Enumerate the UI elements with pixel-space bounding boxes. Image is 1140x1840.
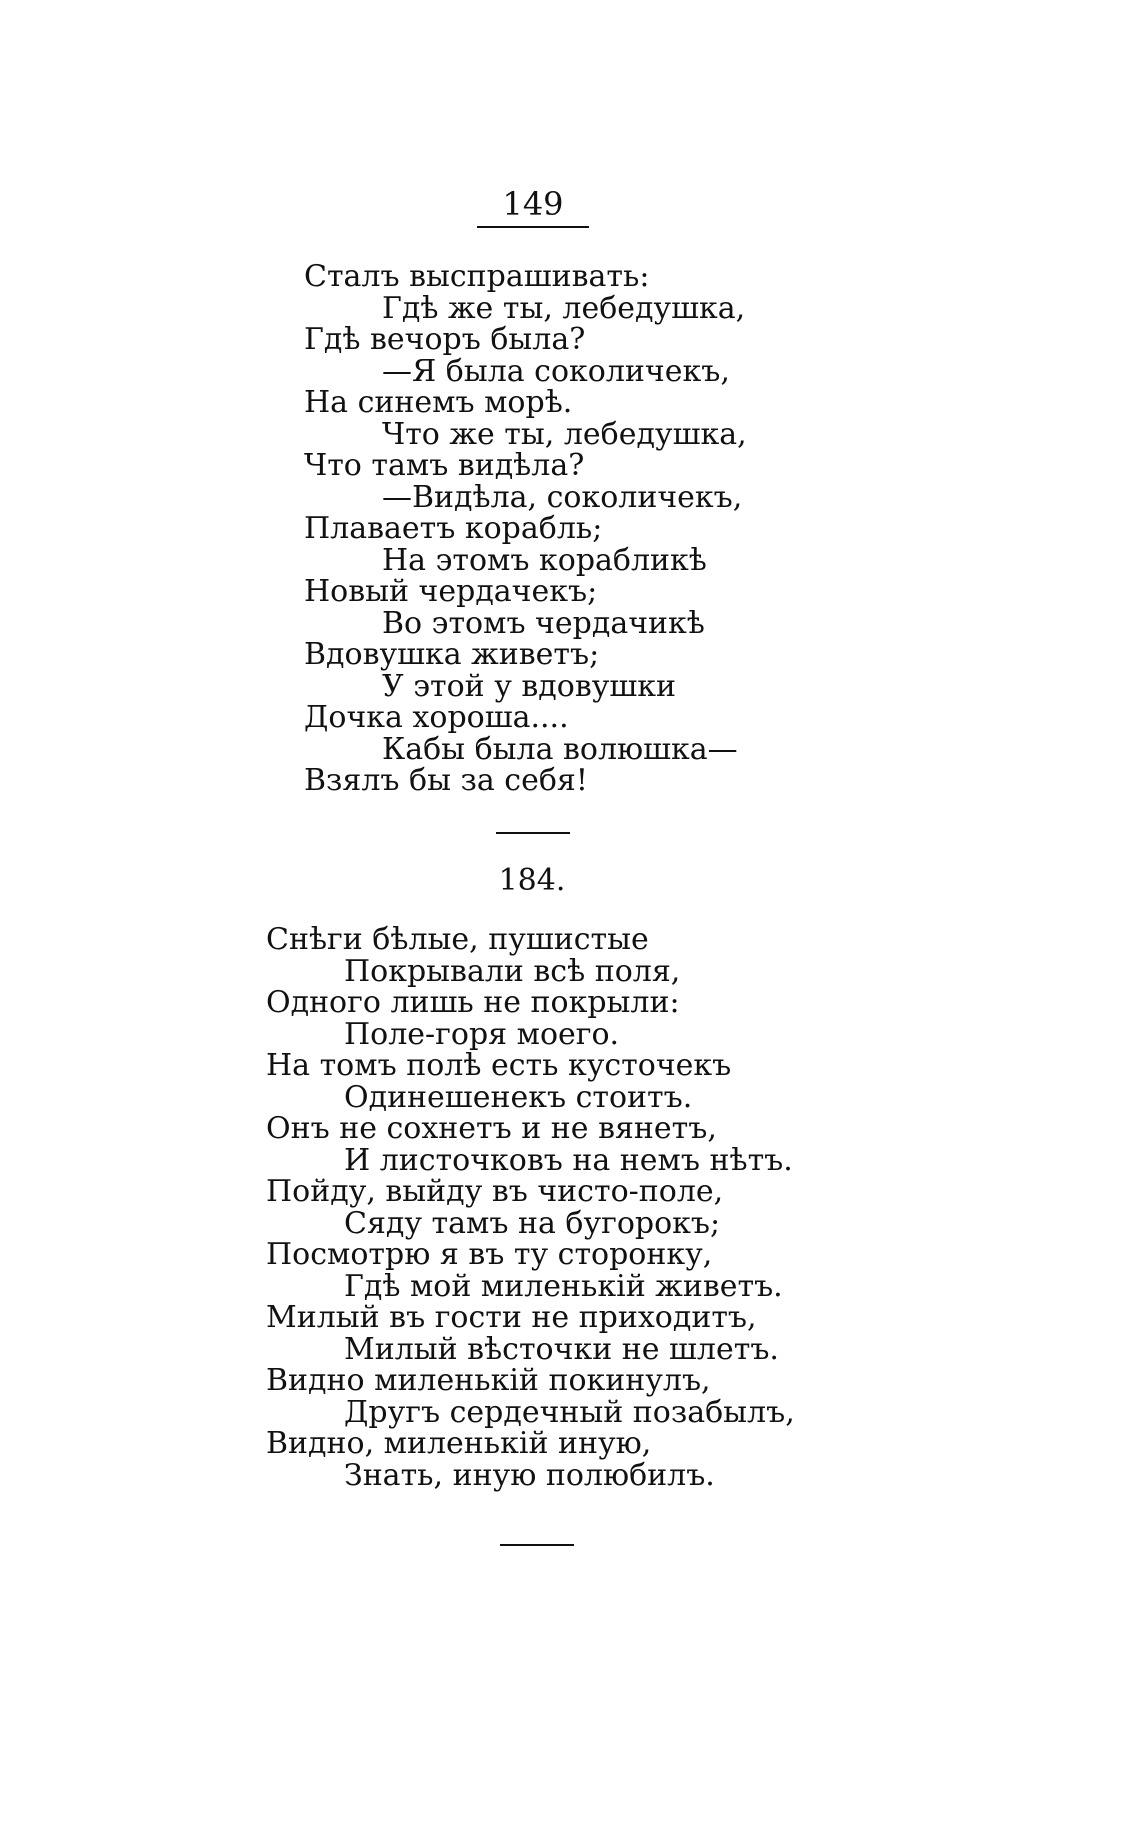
page-number: 149	[502, 185, 564, 223]
poem-line: Вдовушка живетъ;	[304, 637, 600, 672]
section-divider	[496, 832, 570, 834]
poem-line: Снѣги бѣлые, пушистые	[266, 922, 649, 957]
poem-line: Пойду, выйду въ чисто-поле,	[266, 1174, 724, 1209]
poem-line: Видно, миленькій иную,	[266, 1426, 652, 1461]
poem-line: На этомъ корабликѣ	[382, 542, 707, 578]
poem-line: Поле-горя моего.	[344, 1016, 620, 1052]
poem-stanza-184	[266, 924, 795, 1491]
poem-line: Покрывали всѣ поля,	[344, 953, 681, 989]
poem-line: Сяду тамъ на бугорокъ;	[344, 1205, 721, 1241]
poem-line: —Я была соколичекъ,	[382, 353, 730, 389]
poem-line: Гдѣ же ты, лебедушка,	[382, 290, 746, 326]
poem-line: —Видѣла, соколичекъ,	[382, 479, 743, 515]
poem-line: Онъ не сохнетъ и не вянетъ,	[266, 1111, 717, 1146]
poem-line: Дочка хороша....	[304, 700, 569, 735]
poem-line: Одинешенекъ стоитъ.	[344, 1079, 693, 1115]
poem-stanza-continued	[304, 261, 747, 797]
poem-line: На синемъ морѣ.	[304, 385, 573, 420]
poem-line: Гдѣ мой миленькій живетъ.	[344, 1268, 783, 1304]
poem-line: Гдѣ вечоръ была?	[304, 322, 586, 357]
poem-line: Сталъ выспрашивать:	[304, 259, 650, 294]
page-number-underline	[477, 226, 589, 228]
poem-line: И листочковъ на немъ нѣтъ.	[344, 1142, 793, 1178]
poem-line: У этой у вдовушки	[382, 668, 676, 704]
poem-line: На томъ полѣ есть кусточекъ	[266, 1048, 732, 1083]
poem-line: Что тамъ видѣла?	[304, 448, 585, 483]
poem-line: Новый чердачекъ;	[304, 574, 598, 609]
poem-line: Во этомъ чердачикѣ	[382, 605, 705, 641]
poem-line: Одного лишь не покрыли:	[266, 985, 680, 1020]
poem-line: Другъ сердечный позабылъ,	[344, 1394, 795, 1430]
poem-line: Посмотрю я въ ту сторонку,	[266, 1237, 713, 1272]
poem-line: Знать, иную полюбилъ.	[344, 1457, 715, 1493]
poem-line: Что же ты, лебедушка,	[382, 416, 747, 452]
poem-line: Видно миленькій покинулъ,	[266, 1363, 711, 1398]
poem-line: Милый вѣсточки не шлетъ.	[344, 1331, 779, 1367]
poem-line: Милый въ гости не приходитъ,	[266, 1300, 757, 1335]
poem-line: Кабы была волюшка—	[382, 731, 738, 767]
poem-number: 184.	[498, 863, 566, 898]
poem-line: Взялъ бы за себя!	[304, 763, 588, 798]
section-divider-end	[500, 1544, 574, 1546]
poem-line: Плаваетъ корабль;	[304, 511, 603, 546]
